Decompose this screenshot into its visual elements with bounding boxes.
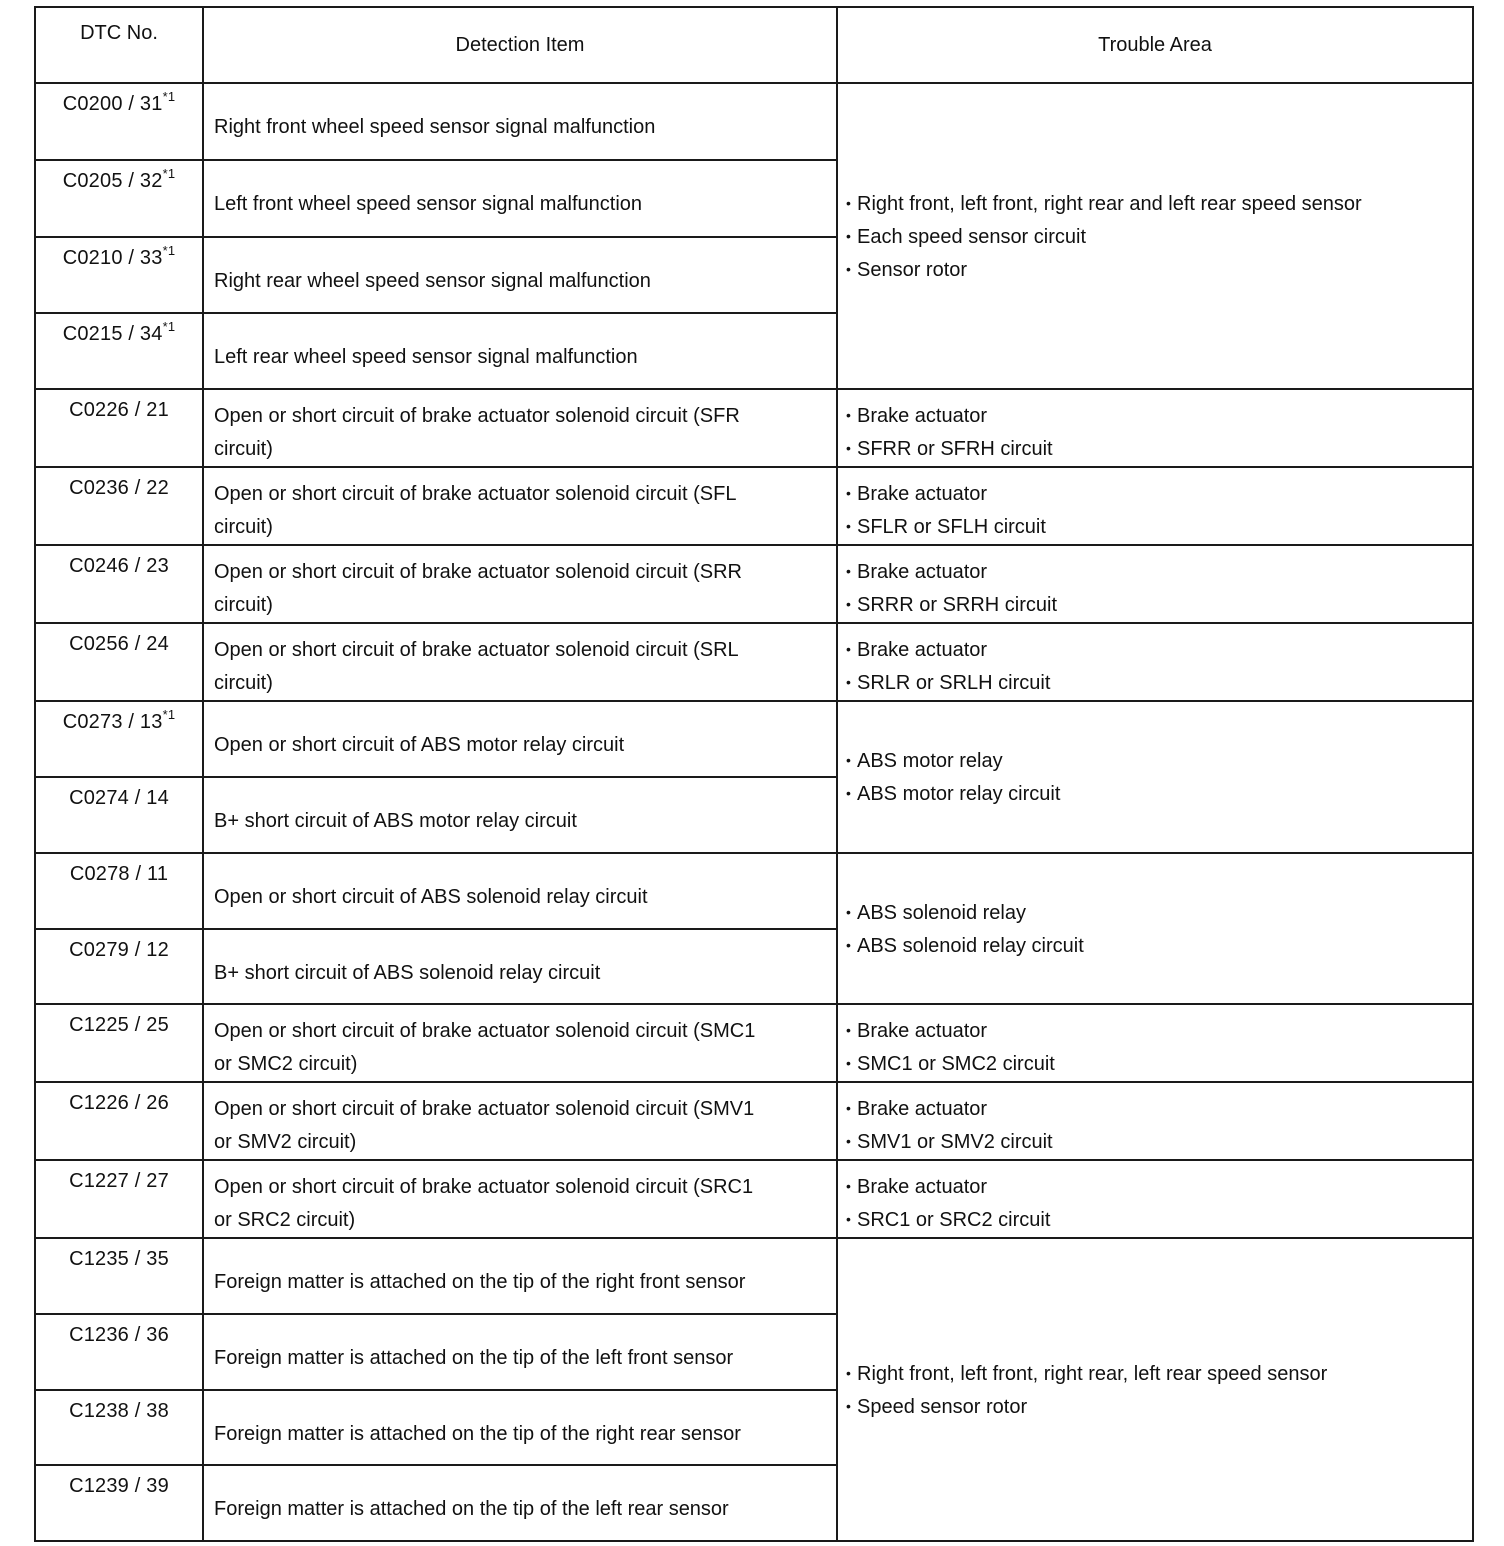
detection-item xyxy=(203,1004,837,1082)
trouble-area-cell xyxy=(837,1160,1473,1238)
dtc-code: C0215 / 34 xyxy=(62,323,163,345)
detection-item-line: circuit) xyxy=(214,594,273,616)
trouble-area-cell xyxy=(837,1082,1473,1160)
trouble-area-line xyxy=(846,1390,1462,1423)
table-row xyxy=(35,467,1473,545)
detection-item xyxy=(203,389,837,467)
bullet-glyph: • xyxy=(846,1364,851,1381)
trouble-area-line xyxy=(846,432,1462,465)
detection-item: Open or short circuit of ABS motor relay circuit xyxy=(203,701,837,777)
detection-item: Open or short circuit of ABS solenoid relay circuit xyxy=(203,853,837,929)
trouble-area-text: ABS motor relay xyxy=(857,750,1003,772)
dtc-code: C1225 / 25 xyxy=(35,1004,203,1082)
table-row xyxy=(35,83,1473,160)
detection-item xyxy=(203,467,837,545)
trouble-area-line xyxy=(846,1014,1462,1047)
detection-item: B+ short circuit of ABS solenoid relay circuit xyxy=(203,929,837,1004)
dtc-code: C0256 / 24 xyxy=(35,623,203,701)
dtc-code: C0226 / 21 xyxy=(35,389,203,467)
trouble-area-cell xyxy=(837,389,1473,467)
trouble-area-line xyxy=(846,477,1462,510)
bullet-glyph: • xyxy=(846,1211,851,1227)
trouble-area-text: Brake actuator xyxy=(857,561,988,583)
dtc-code-cell xyxy=(35,701,203,777)
bullet-glyph: • xyxy=(846,1022,851,1038)
dtc-code: C0279 / 12 xyxy=(35,929,203,1004)
dtc-code: C1235 / 35 xyxy=(35,1238,203,1314)
bullet-glyph: • xyxy=(846,752,851,768)
footnote-mark: *1 xyxy=(162,319,176,334)
detection-item-line: Open or short circuit of brake actuator solenoid circuit (SFL xyxy=(214,483,737,505)
trouble-area-cell xyxy=(837,545,1473,623)
detection-item: Right rear wheel speed sensor signal malfunction xyxy=(203,237,837,313)
detection-item-line: circuit) xyxy=(214,672,273,694)
detection-item: Foreign matter is attached on the tip of the left front sensor xyxy=(203,1314,837,1390)
table-row xyxy=(35,1238,1473,1314)
bullet-glyph: • xyxy=(846,518,851,534)
trouble-area-cell xyxy=(837,701,1473,853)
trouble-area-cell xyxy=(837,1004,1473,1082)
detection-item-line: Open or short circuit of brake actuator solenoid circuit (SMV1 xyxy=(214,1098,755,1120)
table-row xyxy=(35,1160,1473,1238)
header-trouble-area: Trouble Area xyxy=(837,7,1473,83)
detection-item: Foreign matter is attached on the tip of the right rear sensor xyxy=(203,1390,837,1465)
detection-item-line: Open or short circuit of brake actuator solenoid circuit (SRL xyxy=(214,639,739,661)
trouble-area-line xyxy=(846,1203,1462,1236)
bullet-glyph: • xyxy=(846,785,851,801)
trouble-area-cell xyxy=(837,83,1473,389)
dtc-code: C1226 / 26 xyxy=(35,1082,203,1160)
trouble-area-text: SFRR or SFRH circuit xyxy=(857,438,1053,460)
trouble-area-line xyxy=(846,399,1462,432)
dtc-code: C0205 / 32 xyxy=(62,170,163,192)
trouble-area-line xyxy=(846,187,1462,220)
trouble-area-text: Brake actuator xyxy=(857,1176,988,1198)
footnote-mark: *1 xyxy=(162,166,176,181)
trouble-area-line xyxy=(846,253,1462,286)
dtc-code: C1227 / 27 xyxy=(35,1160,203,1238)
detection-item: Foreign matter is attached on the tip of the right front sensor xyxy=(203,1238,837,1314)
bullet-glyph: • xyxy=(846,596,851,612)
bullet-glyph: • xyxy=(846,903,851,920)
dtc-code-cell xyxy=(35,237,203,313)
trouble-area-text: Brake actuator xyxy=(857,405,988,427)
trouble-area-line xyxy=(846,929,1462,962)
trouble-area-line xyxy=(846,1047,1462,1080)
dtc-code-cell xyxy=(35,160,203,237)
trouble-area-line xyxy=(846,633,1462,666)
dtc-code: C1238 / 38 xyxy=(35,1390,203,1465)
dtc-code: C0278 / 11 xyxy=(35,853,203,929)
trouble-area-text: SRRR or SRRH circuit xyxy=(857,594,1058,616)
dtc-code-cell xyxy=(35,83,203,160)
trouble-area-line xyxy=(846,744,1462,777)
bullet-glyph: • xyxy=(846,641,851,657)
detection-item xyxy=(203,545,837,623)
bullet-glyph: • xyxy=(846,674,851,690)
trouble-area-text: SMV1 or SMV2 circuit xyxy=(857,1131,1053,1153)
trouble-area-text: Right front, left front, right rear and left rear speed sensor xyxy=(857,192,1362,215)
trouble-area-text: SRLR or SRLH circuit xyxy=(857,672,1051,694)
trouble-area-cell xyxy=(837,467,1473,545)
dtc-code: C0273 / 13 xyxy=(62,711,163,733)
dtc-code: C0246 / 23 xyxy=(35,545,203,623)
bullet-glyph: • xyxy=(846,1133,851,1149)
trouble-area-line xyxy=(846,510,1462,543)
detection-item xyxy=(203,1160,837,1238)
footnote-mark: *1 xyxy=(162,89,176,104)
trouble-area-line xyxy=(846,896,1462,929)
bullet-glyph: • xyxy=(846,407,851,423)
table-row xyxy=(35,623,1473,701)
detection-item-line: Open or short circuit of brake actuator solenoid circuit (SRR xyxy=(214,561,742,583)
header-row xyxy=(35,7,1473,83)
bullet-glyph: • xyxy=(846,440,851,456)
trouble-area-text: Brake actuator xyxy=(857,1098,988,1120)
detection-item-line: Open or short circuit of brake actuator solenoid circuit (SFR xyxy=(214,405,740,427)
bullet-glyph: • xyxy=(846,485,851,501)
bullet-glyph: • xyxy=(846,260,851,277)
trouble-area-text: Right front, left front, right rear, left rear speed sensor xyxy=(857,1362,1328,1385)
trouble-area-text: SMC1 or SMC2 circuit xyxy=(857,1053,1055,1075)
bullet-glyph: • xyxy=(846,563,851,579)
detection-item-line: circuit) xyxy=(214,438,273,460)
trouble-area-text: Each speed sensor circuit xyxy=(857,225,1087,248)
bullet-glyph: • xyxy=(846,936,851,953)
table-row xyxy=(35,701,1473,777)
trouble-area-line xyxy=(846,666,1462,699)
detection-item: Right front wheel speed sensor signal malfunction xyxy=(203,83,837,160)
dtc-code: C1236 / 36 xyxy=(35,1314,203,1390)
dtc-code: C0200 / 31 xyxy=(62,93,163,115)
table-row xyxy=(35,1082,1473,1160)
detection-item-line: Open or short circuit of brake actuator solenoid circuit (SMC1 xyxy=(214,1020,756,1042)
trouble-area-line xyxy=(846,777,1462,810)
table-row xyxy=(35,389,1473,467)
detection-item xyxy=(203,1082,837,1160)
bullet-glyph: • xyxy=(846,194,851,211)
trouble-area-text: ABS motor relay circuit xyxy=(857,783,1061,805)
trouble-area-line xyxy=(846,1125,1462,1158)
trouble-area-text: SRC1 or SRC2 circuit xyxy=(857,1209,1051,1231)
trouble-area-text: Brake actuator xyxy=(857,1020,988,1042)
header-detection-item: Detection Item xyxy=(203,7,837,83)
trouble-area-cell xyxy=(837,853,1473,1004)
detection-item-line: or SRC2 circuit) xyxy=(214,1209,356,1231)
trouble-area-text: ABS solenoid relay circuit xyxy=(857,934,1084,957)
trouble-area-line xyxy=(846,555,1462,588)
bullet-glyph: • xyxy=(846,1397,851,1414)
detection-item-line: or SMV2 circuit) xyxy=(214,1131,357,1153)
detection-item: B+ short circuit of ABS motor relay circuit xyxy=(203,777,837,853)
trouble-area-line xyxy=(846,1170,1462,1203)
dtc-code: C0236 / 22 xyxy=(35,467,203,545)
bullet-glyph: • xyxy=(846,1100,851,1116)
dtc-code-cell xyxy=(35,313,203,389)
dtc-code: C1239 / 39 xyxy=(35,1465,203,1541)
detection-item xyxy=(203,623,837,701)
dtc-code: C0210 / 33 xyxy=(62,247,163,269)
trouble-area-line xyxy=(846,220,1462,253)
bullet-glyph: • xyxy=(846,227,851,244)
footnote-mark: *1 xyxy=(162,707,176,722)
detection-item-line: Open or short circuit of brake actuator solenoid circuit (SRC1 xyxy=(214,1176,754,1198)
detection-item: Left front wheel speed sensor signal malfunction xyxy=(203,160,837,237)
trouble-area-text: SFLR or SFLH circuit xyxy=(857,516,1046,538)
header-dtc-no: DTC No. xyxy=(35,7,203,83)
bullet-glyph: • xyxy=(846,1055,851,1071)
footnote-mark: *1 xyxy=(162,243,176,258)
trouble-area-text: Sensor rotor xyxy=(857,258,968,281)
trouble-area-cell xyxy=(837,1238,1473,1541)
table-row xyxy=(35,1004,1473,1082)
table-row xyxy=(35,545,1473,623)
bullet-glyph: • xyxy=(846,1178,851,1194)
detection-item-line: circuit) xyxy=(214,516,273,538)
detection-item-line: or SMC2 circuit) xyxy=(214,1053,358,1075)
dtc-code: C0274 / 14 xyxy=(35,777,203,853)
trouble-area-line xyxy=(846,1092,1462,1125)
trouble-area-text: Brake actuator xyxy=(857,639,988,661)
detection-item: Foreign matter is attached on the tip of the left rear sensor xyxy=(203,1465,837,1541)
table-row xyxy=(35,853,1473,929)
trouble-area-text: Speed sensor rotor xyxy=(857,1395,1028,1418)
trouble-area-cell xyxy=(837,623,1473,701)
trouble-area-line xyxy=(846,1357,1462,1390)
detection-item: Left rear wheel speed sensor signal malfunction xyxy=(203,313,837,389)
dtc-table xyxy=(34,6,1474,1542)
trouble-area-line xyxy=(846,588,1462,621)
trouble-area-text: Brake actuator xyxy=(857,483,988,505)
trouble-area-text: ABS solenoid relay xyxy=(857,901,1026,924)
